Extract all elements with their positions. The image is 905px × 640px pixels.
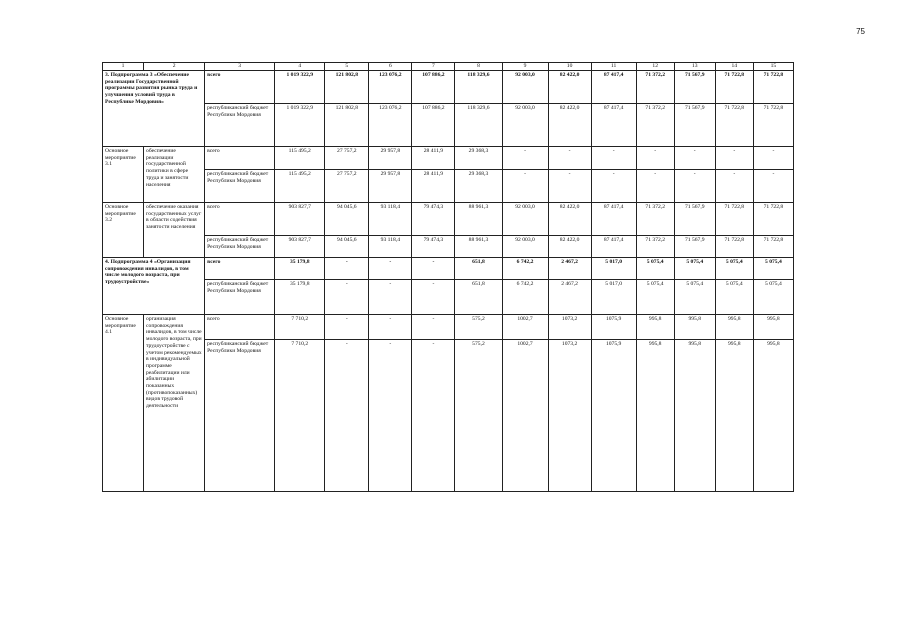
- column-number-cell: 15: [753, 63, 793, 71]
- amount-cell: 71 722,8: [715, 236, 753, 258]
- amount-cell: 575,2: [455, 315, 502, 340]
- amount-cell: 28 411,9: [412, 170, 455, 203]
- table-row: [103, 71, 794, 104]
- amount-cell: 79 474,3: [412, 236, 455, 258]
- column-number-row: [103, 63, 794, 71]
- amount-cell: 28 411,9: [412, 147, 455, 170]
- amount-cell: -: [502, 147, 548, 170]
- amount-cell: 87 417,4: [591, 203, 636, 236]
- amount-cell: 5 075,4: [636, 258, 674, 280]
- amount-cell: -: [369, 340, 412, 492]
- funding-source-cell: республиканский бюджет Республики Мордовия: [205, 280, 275, 315]
- amount-cell: 27 757,2: [325, 147, 369, 170]
- amount-cell: 87 417,4: [591, 71, 636, 104]
- amount-cell: 71 722,8: [753, 71, 793, 104]
- amount-cell: -: [325, 258, 369, 280]
- amount-cell: 1075,9: [591, 315, 636, 340]
- amount-cell: -: [548, 170, 591, 203]
- table-row: [103, 315, 794, 340]
- amount-cell: 5 075,4: [674, 280, 715, 315]
- activity-name-cell: организация сопровождения инвалидов, в том числе молодого возраста, при трудоустройстве с учетом рекомендуемых в индивидуальной программе реабилитации или абилитации показанных (противопоказанных) видов трудовой деятельности: [144, 315, 205, 492]
- column-number-cell: 6: [369, 63, 412, 71]
- amount-cell: 1073,2: [548, 340, 591, 492]
- amount-cell: 2 467,2: [548, 258, 591, 280]
- amount-cell: 651,8: [455, 280, 502, 315]
- amount-cell: 29 368,3: [455, 147, 502, 170]
- amount-cell: 121 802,8: [325, 71, 369, 104]
- amount-cell: 995,8: [715, 315, 753, 340]
- amount-cell: 92 003,0: [502, 236, 548, 258]
- page-number: 75: [856, 27, 865, 36]
- amount-cell: 995,8: [674, 340, 715, 492]
- amount-cell: 118 329,6: [455, 71, 502, 104]
- amount-cell: 92 003,0: [502, 203, 548, 236]
- amount-cell: -: [412, 258, 455, 280]
- amount-cell: 995,8: [636, 315, 674, 340]
- amount-cell: 5 075,4: [715, 258, 753, 280]
- amount-cell: -: [753, 170, 793, 203]
- amount-cell: -: [369, 258, 412, 280]
- amount-cell: 71 722,8: [715, 203, 753, 236]
- funding-source-cell: республиканский бюджет Республики Мордовия: [205, 170, 275, 203]
- amount-cell: 29 957,8: [369, 147, 412, 170]
- column-number-cell: 9: [502, 63, 548, 71]
- amount-cell: -: [412, 280, 455, 315]
- activity-code-cell: Основное мероприятие 4.1: [103, 315, 144, 492]
- amount-cell: -: [591, 170, 636, 203]
- column-number-cell: 10: [548, 63, 591, 71]
- amount-cell: 71 372,2: [636, 236, 674, 258]
- table-row: [103, 147, 794, 170]
- amount-cell: 71 372,2: [636, 104, 674, 147]
- table-row: [103, 170, 794, 203]
- column-number-cell: 2: [144, 63, 205, 71]
- amount-cell: 995,8: [715, 340, 753, 492]
- amount-cell: 92 003,0: [502, 71, 548, 104]
- activity-name-cell: обеспечение реализации государственной политики в сфере труда и занятости населения: [144, 147, 205, 203]
- amount-cell: 27 757,2: [325, 170, 369, 203]
- table-row: [103, 258, 794, 280]
- amount-cell: 1 019 322,9: [275, 104, 325, 147]
- amount-cell: 651,8: [455, 258, 502, 280]
- amount-cell: -: [715, 170, 753, 203]
- amount-cell: 71 722,8: [715, 104, 753, 147]
- amount-cell: -: [548, 147, 591, 170]
- amount-cell: 5 075,4: [753, 258, 793, 280]
- funding-source-cell: республиканский бюджет Республики Мордовия: [205, 340, 275, 492]
- amount-cell: 71 722,8: [715, 71, 753, 104]
- amount-cell: 123 076,2: [369, 104, 412, 147]
- table-body: [103, 63, 794, 492]
- amount-cell: 6 742,2: [502, 258, 548, 280]
- amount-cell: 995,8: [636, 340, 674, 492]
- amount-cell: 71 567,9: [674, 203, 715, 236]
- amount-cell: 118 329,6: [455, 104, 502, 147]
- amount-cell: 1075,9: [591, 340, 636, 492]
- amount-cell: 71 567,9: [674, 104, 715, 147]
- funding-source-cell: всего: [205, 315, 275, 340]
- amount-cell: 94 045,6: [325, 203, 369, 236]
- amount-cell: -: [674, 170, 715, 203]
- amount-cell: 88 961,3: [455, 236, 502, 258]
- amount-cell: 71 722,8: [753, 203, 793, 236]
- budget-table: [102, 62, 794, 492]
- table-row: [103, 236, 794, 258]
- amount-cell: 5 075,4: [715, 280, 753, 315]
- amount-cell: -: [591, 147, 636, 170]
- table-row: [103, 340, 794, 492]
- column-number-cell: 4: [275, 63, 325, 71]
- amount-cell: -: [753, 147, 793, 170]
- amount-cell: 5 075,4: [636, 280, 674, 315]
- funding-source-cell: всего: [205, 258, 275, 280]
- activity-code-cell: Основное мероприятие 3.2: [103, 203, 144, 258]
- amount-cell: 71 567,9: [674, 236, 715, 258]
- amount-cell: 2 467,2: [548, 280, 591, 315]
- amount-cell: 107 886,2: [412, 104, 455, 147]
- column-number-cell: 13: [674, 63, 715, 71]
- amount-cell: -: [715, 147, 753, 170]
- subprogram-title-cell: 3. Подпрограмма 3 «Обеспечение реализации Государственной программы развития рынка труда и улучшения условий труда в Республике Мордовия»: [103, 71, 205, 147]
- amount-cell: -: [369, 280, 412, 315]
- amount-cell: 82 422,0: [548, 203, 591, 236]
- amount-cell: 115 495,2: [275, 147, 325, 170]
- funding-source-cell: всего: [205, 203, 275, 236]
- amount-cell: 35 179,8: [275, 258, 325, 280]
- column-number-cell: 11: [591, 63, 636, 71]
- amount-cell: 88 961,3: [455, 203, 502, 236]
- amount-cell: 7 710,2: [275, 315, 325, 340]
- funding-source-cell: всего: [205, 147, 275, 170]
- amount-cell: 995,8: [753, 340, 793, 492]
- amount-cell: 93 118,4: [369, 203, 412, 236]
- amount-cell: 87 417,4: [591, 104, 636, 147]
- activity-code-cell: Основное мероприятие 3.1: [103, 147, 144, 203]
- amount-cell: 79 474,3: [412, 203, 455, 236]
- amount-cell: -: [412, 315, 455, 340]
- amount-cell: 1002,7: [502, 340, 548, 492]
- amount-cell: 903 827,7: [275, 203, 325, 236]
- amount-cell: -: [412, 340, 455, 492]
- amount-cell: 123 076,2: [369, 71, 412, 104]
- column-number-cell: 3: [205, 63, 275, 71]
- column-number-cell: 1: [103, 63, 144, 71]
- amount-cell: 5 017,0: [591, 258, 636, 280]
- amount-cell: 94 045,6: [325, 236, 369, 258]
- amount-cell: -: [674, 147, 715, 170]
- amount-cell: -: [325, 340, 369, 492]
- amount-cell: 29 957,8: [369, 170, 412, 203]
- amount-cell: 71 567,9: [674, 71, 715, 104]
- amount-cell: 121 802,8: [325, 104, 369, 147]
- amount-cell: 71 722,8: [753, 104, 793, 147]
- amount-cell: 92 003,0: [502, 104, 548, 147]
- amount-cell: 1 019 322,9: [275, 71, 325, 104]
- column-number-cell: 5: [325, 63, 369, 71]
- subprogram-title-cell: 4. Подпрограмма 4 «Организация сопровождения инвалидов, в том числе молодого возраста, при трудоустройстве»: [103, 258, 205, 315]
- table-row: [103, 104, 794, 147]
- table-row: [103, 203, 794, 236]
- amount-cell: 35 179,8: [275, 280, 325, 315]
- column-number-cell: 12: [636, 63, 674, 71]
- amount-cell: 5 075,4: [753, 280, 793, 315]
- amount-cell: -: [636, 170, 674, 203]
- amount-cell: 575,2: [455, 340, 502, 492]
- amount-cell: 1002,7: [502, 315, 548, 340]
- amount-cell: -: [325, 280, 369, 315]
- column-number-cell: 8: [455, 63, 502, 71]
- amount-cell: 93 118,4: [369, 236, 412, 258]
- amount-cell: 6 742,2: [502, 280, 548, 315]
- amount-cell: 71 372,2: [636, 71, 674, 104]
- amount-cell: 1073,2: [548, 315, 591, 340]
- amount-cell: 87 417,4: [591, 236, 636, 258]
- amount-cell: 82 422,0: [548, 104, 591, 147]
- table-row: [103, 280, 794, 315]
- column-number-cell: 7: [412, 63, 455, 71]
- amount-cell: 5 017,0: [591, 280, 636, 315]
- amount-cell: 82 422,0: [548, 71, 591, 104]
- amount-cell: -: [369, 315, 412, 340]
- amount-cell: 7 710,2: [275, 340, 325, 492]
- amount-cell: -: [636, 147, 674, 170]
- amount-cell: -: [325, 315, 369, 340]
- funding-source-cell: всего: [205, 71, 275, 104]
- amount-cell: 995,8: [753, 315, 793, 340]
- amount-cell: 29 368,3: [455, 170, 502, 203]
- amount-cell: 71 722,8: [753, 236, 793, 258]
- activity-name-cell: обеспечение оказания государственных услуг в области содействия занятости населения: [144, 203, 205, 258]
- amount-cell: -: [502, 170, 548, 203]
- amount-cell: 5 075,4: [674, 258, 715, 280]
- amount-cell: 115 495,2: [275, 170, 325, 203]
- funding-source-cell: республиканский бюджет Республики Мордовия: [205, 104, 275, 147]
- column-number-cell: 14: [715, 63, 753, 71]
- amount-cell: 82 422,0: [548, 236, 591, 258]
- amount-cell: 995,8: [674, 315, 715, 340]
- amount-cell: 107 886,2: [412, 71, 455, 104]
- amount-cell: 903 827,7: [275, 236, 325, 258]
- amount-cell: 71 372,2: [636, 203, 674, 236]
- funding-source-cell: республиканский бюджет Республики Мордовия: [205, 236, 275, 258]
